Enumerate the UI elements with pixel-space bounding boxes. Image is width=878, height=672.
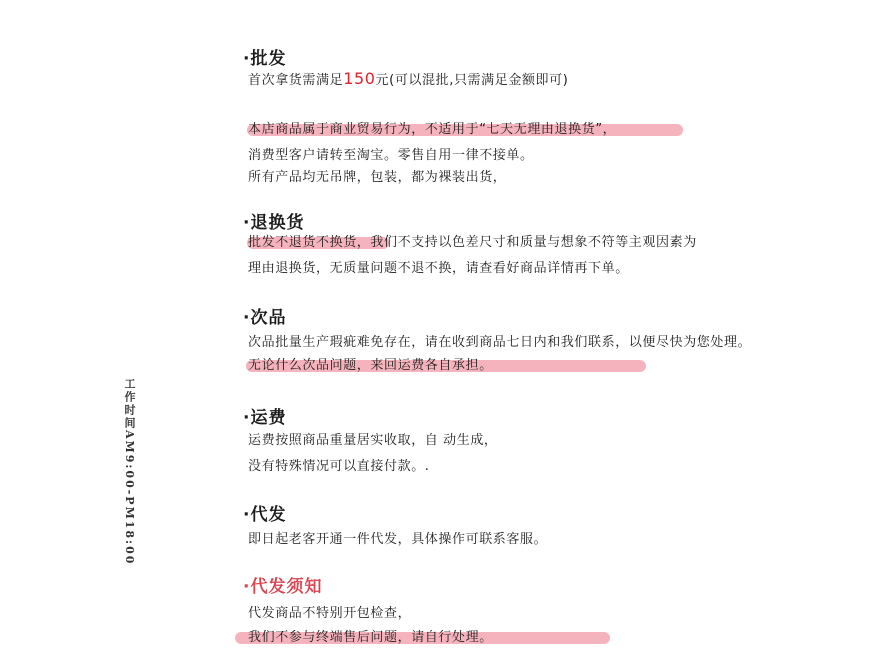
wholesale-line: 所有产品均无吊牌，包装，都为裸装出货， [248, 170, 507, 185]
min-text-after: 元(可以混批,只需满足金额即可) [375, 73, 569, 88]
wholesale-line: 本店商品属于商业贸易行为，不适用于“七天无理由退换货”， [248, 122, 617, 137]
wholesale-line: 消费型客户请转至淘宝。零售自用一律不接单。 [248, 148, 534, 163]
working-hours-note: 工作时间AM9:00-PM18:00 [123, 378, 136, 566]
section-heading-shipping: ·运费 [243, 408, 287, 428]
section-heading-defects: ·次品 [243, 308, 287, 328]
defects-line: 无论什么次品问题，来回运费各自承担。 [248, 358, 493, 373]
returns-line: 理由退换货，无质量问题不退不换，请查看好商品详情再下单。 [248, 261, 629, 276]
dropship-line: 即日起老客开通一件代发，具体操作可联系客服。 [248, 532, 548, 547]
min-amount: 150 [343, 69, 376, 88]
shipping-line: 运费按照商品重量居实收取，自 动生成， [248, 433, 498, 448]
section-heading-wholesale: ·批发 [243, 49, 287, 69]
dropship-notes-line: 我们不参与终端售后问题，请自行处理。 [248, 630, 493, 645]
section-heading-dropship-notes: ·代发须知 [243, 577, 323, 597]
section-heading-dropship: ·代发 [243, 505, 287, 525]
defects-line: 次品批量生产瑕疵难免存在，请在收到商品七日内和我们联系，以便尽快为您处理。 [248, 335, 752, 350]
dropship-notes-line: 代发商品不特别开包检查， [248, 606, 412, 621]
section-heading-returns: ·退换货 [243, 213, 305, 233]
wholesale-minimum-line [248, 70, 568, 90]
min-text-before: 首次拿货需满足 [248, 73, 344, 88]
shipping-line: 没有特殊情况可以直接付款。. [248, 459, 430, 474]
returns-line: 批发不退货不换货，我们不支持以色差尺寸和质量与想象不符等主观因素为 [248, 235, 697, 250]
